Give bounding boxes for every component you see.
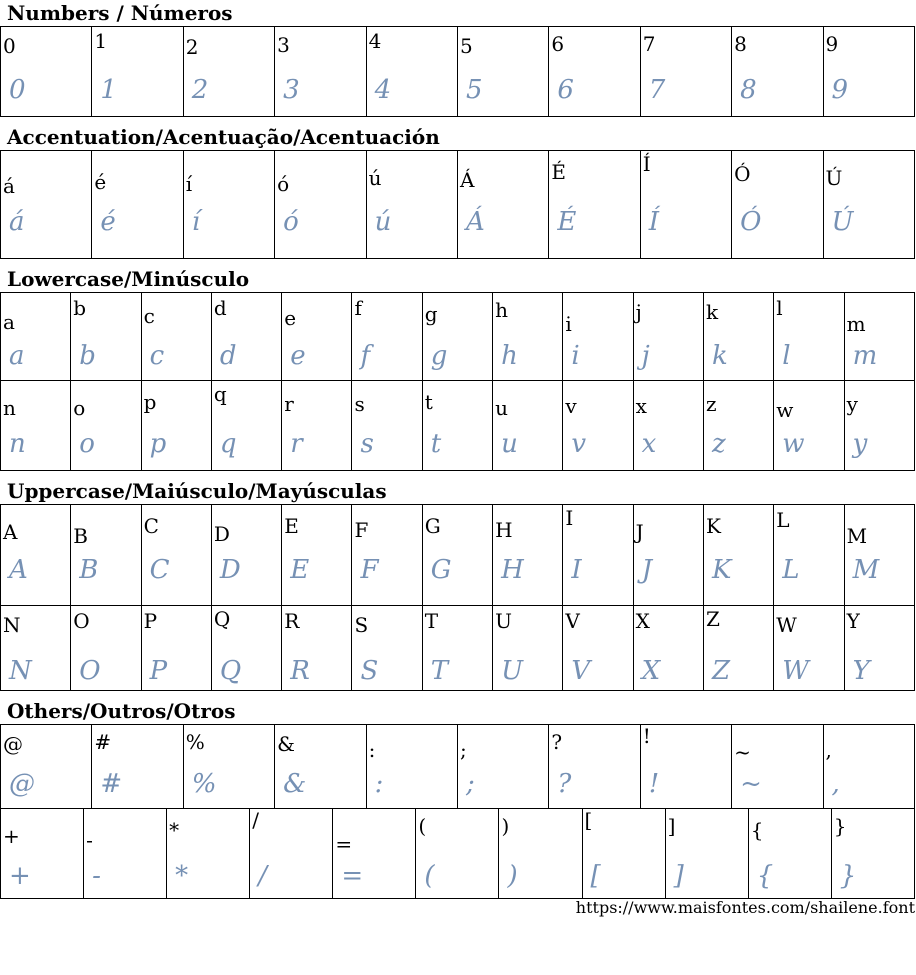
glyph-cell-X (633, 606, 703, 691)
glyph-cell-Ú (823, 151, 914, 259)
char-label: 0 (3, 34, 16, 58)
uppercase-grid (0, 504, 915, 691)
char-label: ó (277, 172, 290, 196)
char-label: B (73, 524, 88, 548)
glyph-cell-w (774, 381, 844, 471)
font-preview-glyph: x (641, 429, 657, 459)
glyph-cell-equals (333, 809, 416, 899)
font-preview-glyph: j (641, 341, 650, 371)
char-label: m (846, 312, 866, 336)
glyph-row (1, 381, 915, 471)
char-label: * (169, 818, 180, 842)
glyph-cell-bracket-open (582, 809, 665, 899)
glyph-cell-D (211, 505, 281, 606)
glyph-cell-minus (84, 809, 167, 899)
font-preview-glyph: * (175, 861, 189, 891)
font-preview-glyph: É (557, 207, 577, 237)
font-preview-glyph: Ú (831, 207, 854, 237)
char-label: e (284, 306, 297, 330)
glyph-cell-k (703, 293, 773, 381)
char-label: ; (459, 738, 467, 762)
font-preview-glyph: ú (374, 207, 392, 237)
font-preview-glyph: N (9, 656, 32, 686)
glyph-cell-exclamation (640, 725, 731, 809)
glyph-cell-m (844, 293, 914, 381)
font-preview-glyph: 5 (465, 75, 483, 105)
glyph-cell-Í (640, 151, 731, 259)
glyph-cell-percent (183, 725, 274, 809)
font-preview-glyph: k (711, 341, 728, 371)
char-label: y (846, 392, 858, 416)
font-preview-glyph: 6 (557, 75, 574, 105)
char-label: 2 (185, 35, 199, 59)
char-label: V (565, 609, 580, 633)
font-preview-glyph: 1 (100, 75, 117, 105)
font-preview-glyph: I (571, 555, 582, 585)
font-preview-glyph: L (782, 555, 800, 585)
char-label: & (277, 732, 295, 756)
char-label: [ (584, 808, 593, 832)
glyph-cell-tilde (732, 725, 823, 809)
glyph-cell-A (1, 505, 71, 606)
char-label: a (3, 310, 15, 334)
font-preview-glyph: v (571, 429, 587, 459)
font-preview-glyph: : (374, 769, 384, 799)
glyph-cell-E (282, 505, 352, 606)
font-preview-glyph: # (100, 769, 123, 799)
glyph-cell-9 (823, 27, 914, 117)
char-label: á (3, 174, 15, 198)
char-label: n (3, 396, 16, 420)
char-label: é (94, 170, 107, 194)
char-label: L (776, 508, 790, 532)
font-preview-glyph: é (100, 207, 116, 237)
char-label: D (213, 522, 230, 546)
char-label: í (185, 172, 193, 196)
glyph-cell-V (563, 606, 633, 691)
glyph-cell-h (493, 293, 563, 381)
glyph-cell-p (141, 381, 211, 471)
char-label: k (705, 300, 719, 324)
glyph-cell-n (1, 381, 71, 471)
font-preview-glyph: - (92, 861, 101, 891)
char-label: R (284, 609, 300, 633)
glyph-cell-é (92, 151, 183, 259)
char-label: ( (418, 814, 427, 838)
glyph-cell-C (141, 505, 211, 606)
char-label: o (73, 396, 86, 420)
glyph-cell-N (1, 606, 71, 691)
others-grid-row-1 (0, 724, 915, 809)
font-preview-glyph: 2 (191, 75, 209, 105)
glyph-cell-i (563, 293, 633, 381)
glyph-row (1, 151, 915, 259)
font-preview-glyph: & (283, 769, 307, 799)
glyph-cell-Á (457, 151, 548, 259)
char-label: W (776, 613, 797, 637)
font-preview-glyph: A (9, 555, 28, 585)
glyph-cell-bracket-close (665, 809, 748, 899)
glyph-cell-I (563, 505, 633, 606)
glyph-cell-x (633, 381, 703, 471)
char-label: Q (213, 607, 231, 631)
font-preview-glyph: ! (648, 769, 660, 799)
font-preview-glyph: ó (283, 207, 299, 237)
font-preview-glyph: O (79, 656, 101, 686)
font-preview-glyph: T (430, 656, 449, 686)
char-label: F (354, 518, 369, 542)
font-preview-glyph: Á (465, 207, 485, 237)
font-preview-glyph: [ (590, 861, 601, 891)
font-preview-glyph: p (149, 429, 167, 459)
char-label: d (213, 296, 227, 320)
font-preview-glyph: U (501, 656, 523, 686)
font-preview-glyph: h (501, 341, 518, 371)
glyph-cell-1 (92, 27, 183, 117)
glyph-cell-brace-close (831, 809, 914, 899)
font-preview-glyph: ( (424, 861, 435, 891)
char-label: i (565, 312, 572, 336)
font-preview-glyph: ? (557, 769, 572, 799)
glyph-cell-g (422, 293, 492, 381)
char-label: T (424, 609, 439, 633)
glyph-row (1, 725, 915, 809)
glyph-cell-G (422, 505, 492, 606)
char-label: 5 (459, 34, 473, 58)
font-preview-glyph: n (9, 429, 26, 459)
char-label: 9 (825, 32, 839, 56)
font-preview-glyph: d (219, 341, 237, 371)
font-preview-glyph: M (852, 555, 880, 585)
char-label: s (354, 392, 365, 416)
glyph-cell-ó (275, 151, 366, 259)
char-label: t (424, 390, 433, 414)
glyph-row (1, 505, 915, 606)
char-label: Y (846, 609, 860, 633)
font-preview-glyph: , (831, 769, 840, 799)
glyph-cell-L (774, 505, 844, 606)
font-preview-glyph: t (430, 429, 442, 459)
char-label: 6 (551, 32, 565, 56)
font-preview-glyph: / (258, 861, 267, 891)
font-preview-glyph: y (852, 429, 868, 459)
char-label: J (635, 520, 644, 544)
char-label: Í (642, 152, 651, 176)
font-preview-glyph: @ (9, 769, 35, 799)
font-preview-glyph: S (360, 656, 379, 686)
char-label: P (143, 609, 158, 633)
glyph-cell-z (703, 381, 773, 471)
font-preview-glyph: á (9, 207, 25, 237)
glyph-cell-at (1, 725, 92, 809)
font-preview-glyph: H (501, 555, 524, 585)
char-label: h (495, 298, 508, 322)
glyph-cell-P (141, 606, 211, 691)
glyph-cell-l (774, 293, 844, 381)
char-label: M (846, 524, 868, 548)
glyph-cell-v (563, 381, 633, 471)
font-preview-glyph: 7 (648, 75, 666, 105)
font-preview-glyph: u (501, 429, 518, 459)
numbers-grid (0, 26, 915, 117)
glyph-cell-7 (640, 27, 731, 117)
char-label: E (284, 514, 299, 538)
glyph-cell-comma (823, 725, 914, 809)
section-title-lowercase: Lowercase/Minúsculo (7, 267, 250, 291)
glyph-cell-u (493, 381, 563, 471)
char-label: 7 (642, 32, 656, 56)
font-preview-glyph: E (290, 555, 310, 585)
section-title-uppercase: Uppercase/Maiúsculo/Mayúsculas (7, 479, 387, 503)
font-preview-glyph: J (641, 555, 653, 585)
char-label: , (825, 738, 832, 762)
font-preview-glyph: G (430, 555, 452, 585)
glyph-cell-e (282, 293, 352, 381)
char-label: 8 (734, 32, 747, 56)
char-label: Ú (825, 166, 843, 190)
char-label: 1 (94, 29, 108, 53)
font-preview-glyph: g (430, 341, 448, 371)
glyph-cell-M (844, 505, 914, 606)
font-preview-glyph: C (149, 555, 170, 585)
glyph-cell-Y (844, 606, 914, 691)
font-preview-glyph: = (341, 861, 364, 891)
font-preview-glyph: b (79, 341, 96, 371)
char-label: l (776, 296, 783, 320)
char-label: % (185, 730, 205, 754)
glyph-cell-a (1, 293, 71, 381)
char-label: ~ (734, 740, 751, 764)
glyph-cell-F (352, 505, 422, 606)
font-preview-glyph: } (839, 861, 857, 891)
font-preview-glyph: X (641, 656, 661, 686)
font-preview-glyph: r (290, 429, 303, 459)
font-preview-glyph: q (219, 429, 237, 459)
glyph-cell-b (71, 293, 141, 381)
others-grid-row-2 (0, 808, 915, 899)
glyph-cell-ú (366, 151, 457, 259)
glyph-cell-3 (275, 27, 366, 117)
glyph-cell-H (493, 505, 563, 606)
glyph-cell-5 (457, 27, 548, 117)
font-preview-glyph: c (149, 341, 165, 371)
glyph-cell-B (71, 505, 141, 606)
font-preview-glyph: 8 (740, 75, 757, 105)
glyph-cell-paren-close (499, 809, 582, 899)
glyph-cell-y (844, 381, 914, 471)
char-label: Z (705, 607, 720, 631)
font-preview-glyph: ] (673, 861, 684, 891)
char-label: : (368, 738, 376, 762)
glyph-cell-2 (183, 27, 274, 117)
font-preview-glyph: w (782, 429, 805, 459)
char-label: @ (3, 732, 23, 756)
glyph-cell-c (141, 293, 211, 381)
glyph-cell-d (211, 293, 281, 381)
char-label: b (73, 296, 87, 320)
char-label: O (73, 609, 90, 633)
section-title-others: Others/Outros/Otros (7, 699, 236, 723)
char-label: g (424, 302, 438, 326)
char-label: j (635, 300, 642, 324)
char-label: r (284, 392, 294, 416)
glyph-cell-paren-open (416, 809, 499, 899)
font-preview-glyph: Y (852, 656, 870, 686)
font-preview-glyph: 4 (374, 75, 392, 105)
glyph-cell-8 (732, 27, 823, 117)
char-label: C (143, 514, 159, 538)
char-label: = (335, 832, 353, 856)
glyph-cell-K (703, 505, 773, 606)
font-preview-glyph: Z (711, 656, 731, 686)
char-label: G (424, 514, 441, 538)
char-label: u (495, 396, 508, 420)
glyph-cell-semicolon (457, 725, 548, 809)
font-preview-glyph: K (711, 555, 732, 585)
glyph-cell-asterisk (167, 809, 250, 899)
font-preview-glyph: 0 (9, 75, 26, 105)
char-label: w (776, 398, 794, 422)
font-preview-glyph: W (782, 656, 809, 686)
glyph-cell-brace-open (748, 809, 831, 899)
glyph-cell-T (422, 606, 492, 691)
glyph-cell-6 (549, 27, 640, 117)
glyph-cell-Ó (732, 151, 823, 259)
char-label: q (213, 382, 227, 406)
glyph-row (1, 809, 915, 899)
font-preview-glyph: R (290, 656, 310, 686)
glyph-cell-í (183, 151, 274, 259)
font-preview-glyph: e (290, 341, 306, 371)
font-preview-glyph: P (149, 656, 168, 686)
font-preview-glyph: D (219, 555, 241, 585)
char-label: c (143, 304, 155, 328)
section-title-accents: Accentuation/Acentuação/Acentuación (7, 125, 440, 149)
glyph-row (1, 606, 915, 691)
glyph-cell-t (422, 381, 492, 471)
char-label: A (3, 520, 18, 544)
char-label: ] (667, 814, 676, 838)
char-label: Á (459, 168, 475, 192)
font-preview-glyph: Q (219, 656, 242, 686)
font-preview-glyph: + (9, 861, 31, 891)
font-preview-glyph: % (191, 769, 217, 799)
glyph-cell-q (211, 381, 281, 471)
glyph-cell-ampersand (275, 725, 366, 809)
glyph-cell-Q (211, 606, 281, 691)
char-label: / (252, 808, 259, 832)
glyph-cell-slash (250, 809, 333, 899)
glyph-cell-question (549, 725, 640, 809)
font-preview-glyph: ) (507, 861, 518, 891)
font-preview-glyph: f (360, 341, 371, 371)
font-preview-glyph: í (191, 207, 201, 237)
char-label: S (354, 613, 369, 637)
glyph-cell-0 (1, 27, 92, 117)
glyph-cell-4 (366, 27, 457, 117)
font-preview-glyph: B (79, 555, 99, 585)
font-preview-glyph: F (360, 555, 379, 585)
font-preview-glyph: { (756, 861, 774, 891)
glyph-cell-hash (92, 725, 183, 809)
font-preview-glyph: 9 (831, 75, 849, 105)
char-label: ) (501, 814, 510, 838)
lowercase-grid (0, 292, 915, 471)
glyph-cell-r (282, 381, 352, 471)
glyph-cell-plus (1, 809, 84, 899)
char-label: ? (551, 730, 563, 754)
font-preview-glyph: m (852, 341, 878, 371)
char-label: } (833, 814, 847, 838)
char-label: N (3, 613, 21, 637)
section-title-numbers: Numbers / Números (7, 1, 233, 25)
accents-grid (0, 150, 915, 259)
char-label: - (86, 828, 93, 852)
char-label: z (705, 392, 717, 416)
font-preview-glyph: Ó (740, 207, 762, 237)
char-label: U (495, 609, 512, 633)
glyph-cell-á (1, 151, 92, 259)
glyph-cell-W (774, 606, 844, 691)
glyph-cell-O (71, 606, 141, 691)
font-preview-glyph: 3 (283, 75, 300, 105)
glyph-cell-S (352, 606, 422, 691)
char-label: X (635, 609, 650, 633)
char-label: Ó (734, 162, 751, 186)
glyph-cell-É (549, 151, 640, 259)
glyph-cell-Z (703, 606, 773, 691)
char-label: # (94, 730, 112, 754)
char-label: I (565, 506, 574, 530)
glyph-cell-R (282, 606, 352, 691)
char-label: v (565, 394, 577, 418)
font-preview-glyph: Í (648, 207, 660, 237)
char-label: { (750, 818, 764, 842)
font-preview-glyph: ; (465, 769, 475, 799)
glyph-cell-j (633, 293, 703, 381)
char-label: K (705, 514, 721, 538)
char-label: H (495, 518, 513, 542)
source-url[interactable]: https://www.maisfontes.com/shailene.font (575, 898, 915, 917)
glyph-cell-colon (366, 725, 457, 809)
char-label: x (635, 394, 647, 418)
glyph-cell-U (493, 606, 563, 691)
glyph-cell-s (352, 381, 422, 471)
font-preview-glyph: a (9, 341, 25, 371)
font-preview-glyph: ~ (740, 769, 762, 799)
font-preview-glyph: o (79, 429, 95, 459)
glyph-cell-f (352, 293, 422, 381)
char-label: 4 (368, 29, 382, 53)
char-label: f (354, 296, 362, 320)
glyph-cell-J (633, 505, 703, 606)
char-label: ú (368, 166, 382, 190)
font-preview-glyph: s (360, 429, 374, 459)
glyph-row (1, 27, 915, 117)
char-label: p (143, 390, 157, 414)
font-preview-glyph: z (711, 429, 726, 459)
glyph-row (1, 293, 915, 381)
char-label: ! (642, 724, 651, 748)
font-preview-glyph: l (782, 341, 791, 371)
glyph-cell-o (71, 381, 141, 471)
char-label: + (3, 824, 20, 848)
char-label: É (551, 160, 566, 184)
font-preview-glyph: V (571, 656, 591, 686)
font-preview-glyph: i (571, 341, 580, 371)
char-label: 3 (277, 33, 290, 57)
